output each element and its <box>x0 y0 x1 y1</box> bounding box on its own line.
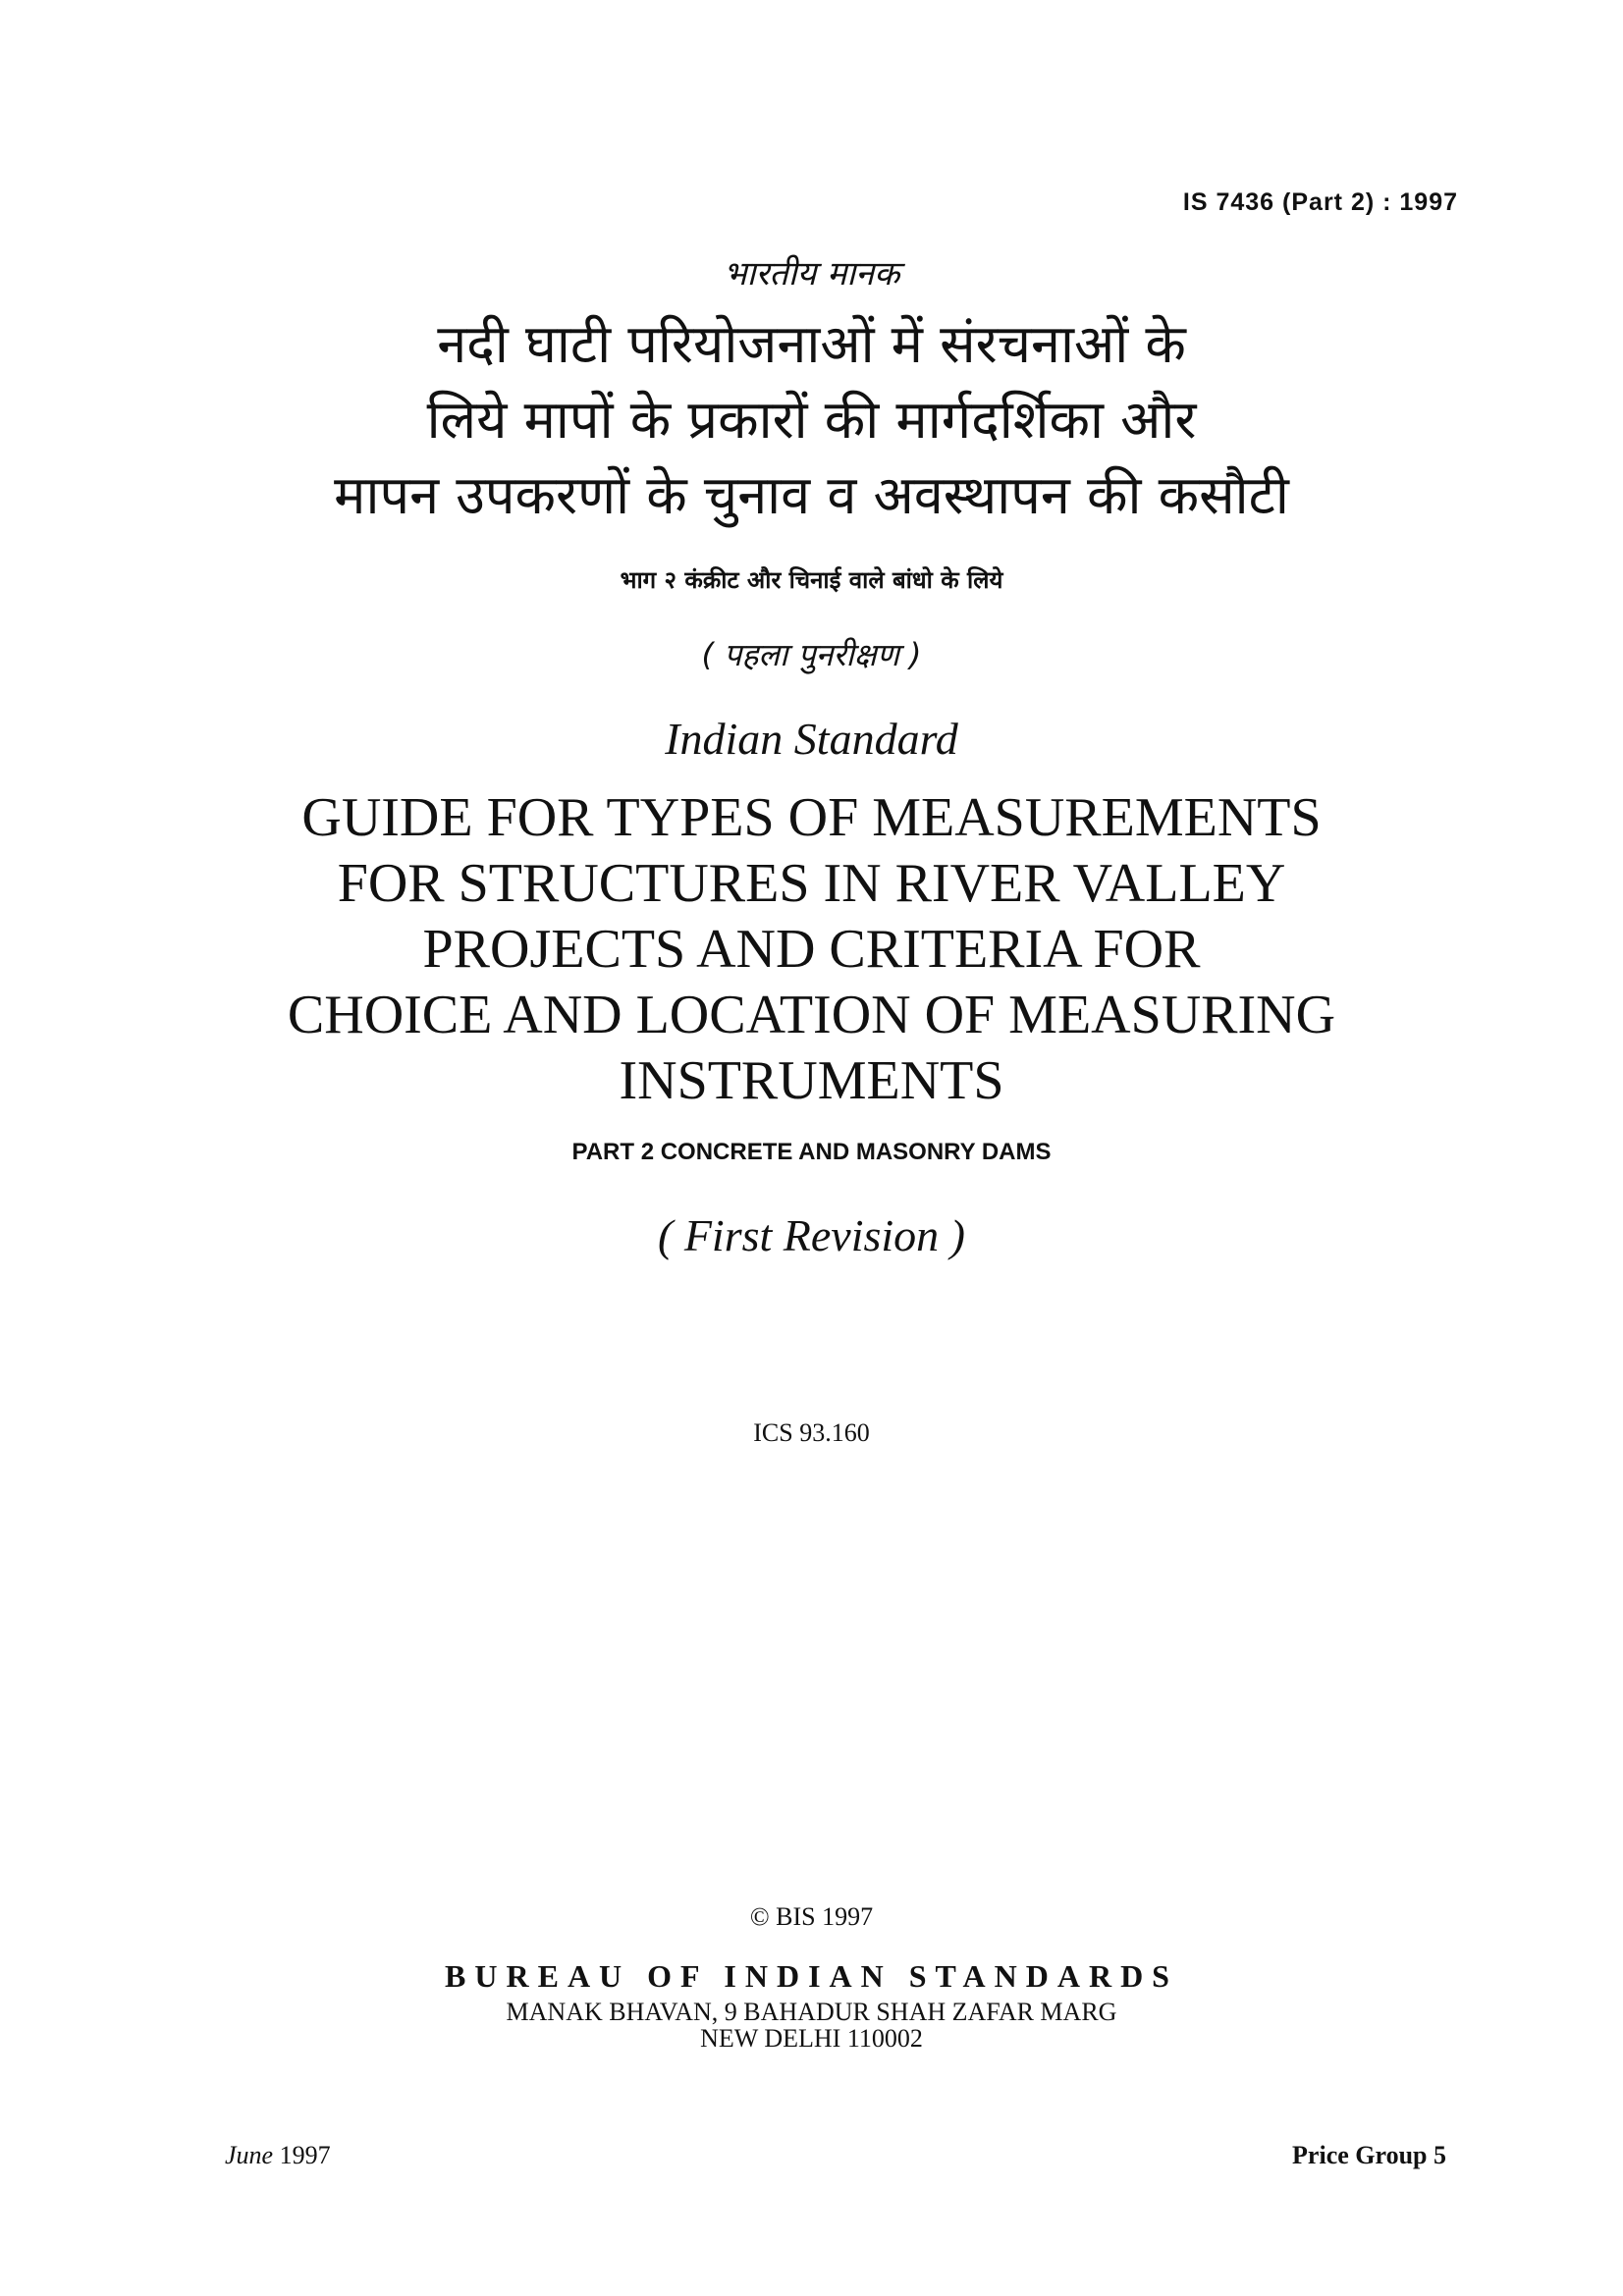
hindi-title-line: मापन उपकरणों के चुनाव व अवस्थापन की कसौटी <box>334 464 1289 526</box>
publication-month: June <box>225 2141 274 2169</box>
english-title-line: CHOICE AND LOCATION OF MEASURING <box>287 985 1336 1045</box>
hindi-part-label: भाग २ कंक्रीट और चिनाई वाले बांधो के लिये <box>620 566 1003 594</box>
english-part-label: PART 2 CONCRETE AND MASONRY DAMS <box>571 1139 1052 1165</box>
standard-number: IS 7436 (Part 2) : 1997 <box>1182 188 1458 216</box>
hindi-title-line: लिये मापों के प्रकारों की मार्गदर्शिका और <box>426 389 1197 451</box>
hindi-revision: ( पहला पुनरीक्षण ) <box>701 636 922 673</box>
hindi-standard-label: भारतीय मानक <box>723 254 900 294</box>
english-title-line: PROJECTS AND CRITERIA FOR <box>422 919 1201 980</box>
address-line: NEW DELHI 110002 <box>700 2024 923 2053</box>
hindi-title-line: नदी घाटी परियोजनाओं में संरचनाओं के <box>437 313 1186 375</box>
publication-date <box>225 2141 331 2170</box>
copyright-notice: © BIS 1997 <box>749 1902 874 1931</box>
publication-year: 1997 <box>279 2141 331 2169</box>
english-title-line: GUIDE FOR TYPES OF MEASUREMENTS <box>301 787 1322 848</box>
address-line: MANAK BHAVAN, 9 BAHADUR SHAH ZAFAR MARG <box>506 1998 1117 2026</box>
english-title-line: INSTRUMENTS <box>619 1050 1004 1111</box>
ics-code: ICS 93.160 <box>753 1418 870 1447</box>
hindi-title <box>0 306 1623 533</box>
english-title-line: FOR STRUCTURES IN RIVER VALLEY <box>337 853 1286 914</box>
publisher-address <box>0 1999 1623 2052</box>
english-standard-label: Indian Standard <box>665 714 958 764</box>
english-title <box>0 785 1623 1114</box>
english-revision: ( First Revision ) <box>658 1210 965 1260</box>
price-group: Price Group 5 <box>1292 2141 1446 2169</box>
publisher-name: BUREAU OF INDIAN STANDARDS <box>445 1958 1178 1994</box>
